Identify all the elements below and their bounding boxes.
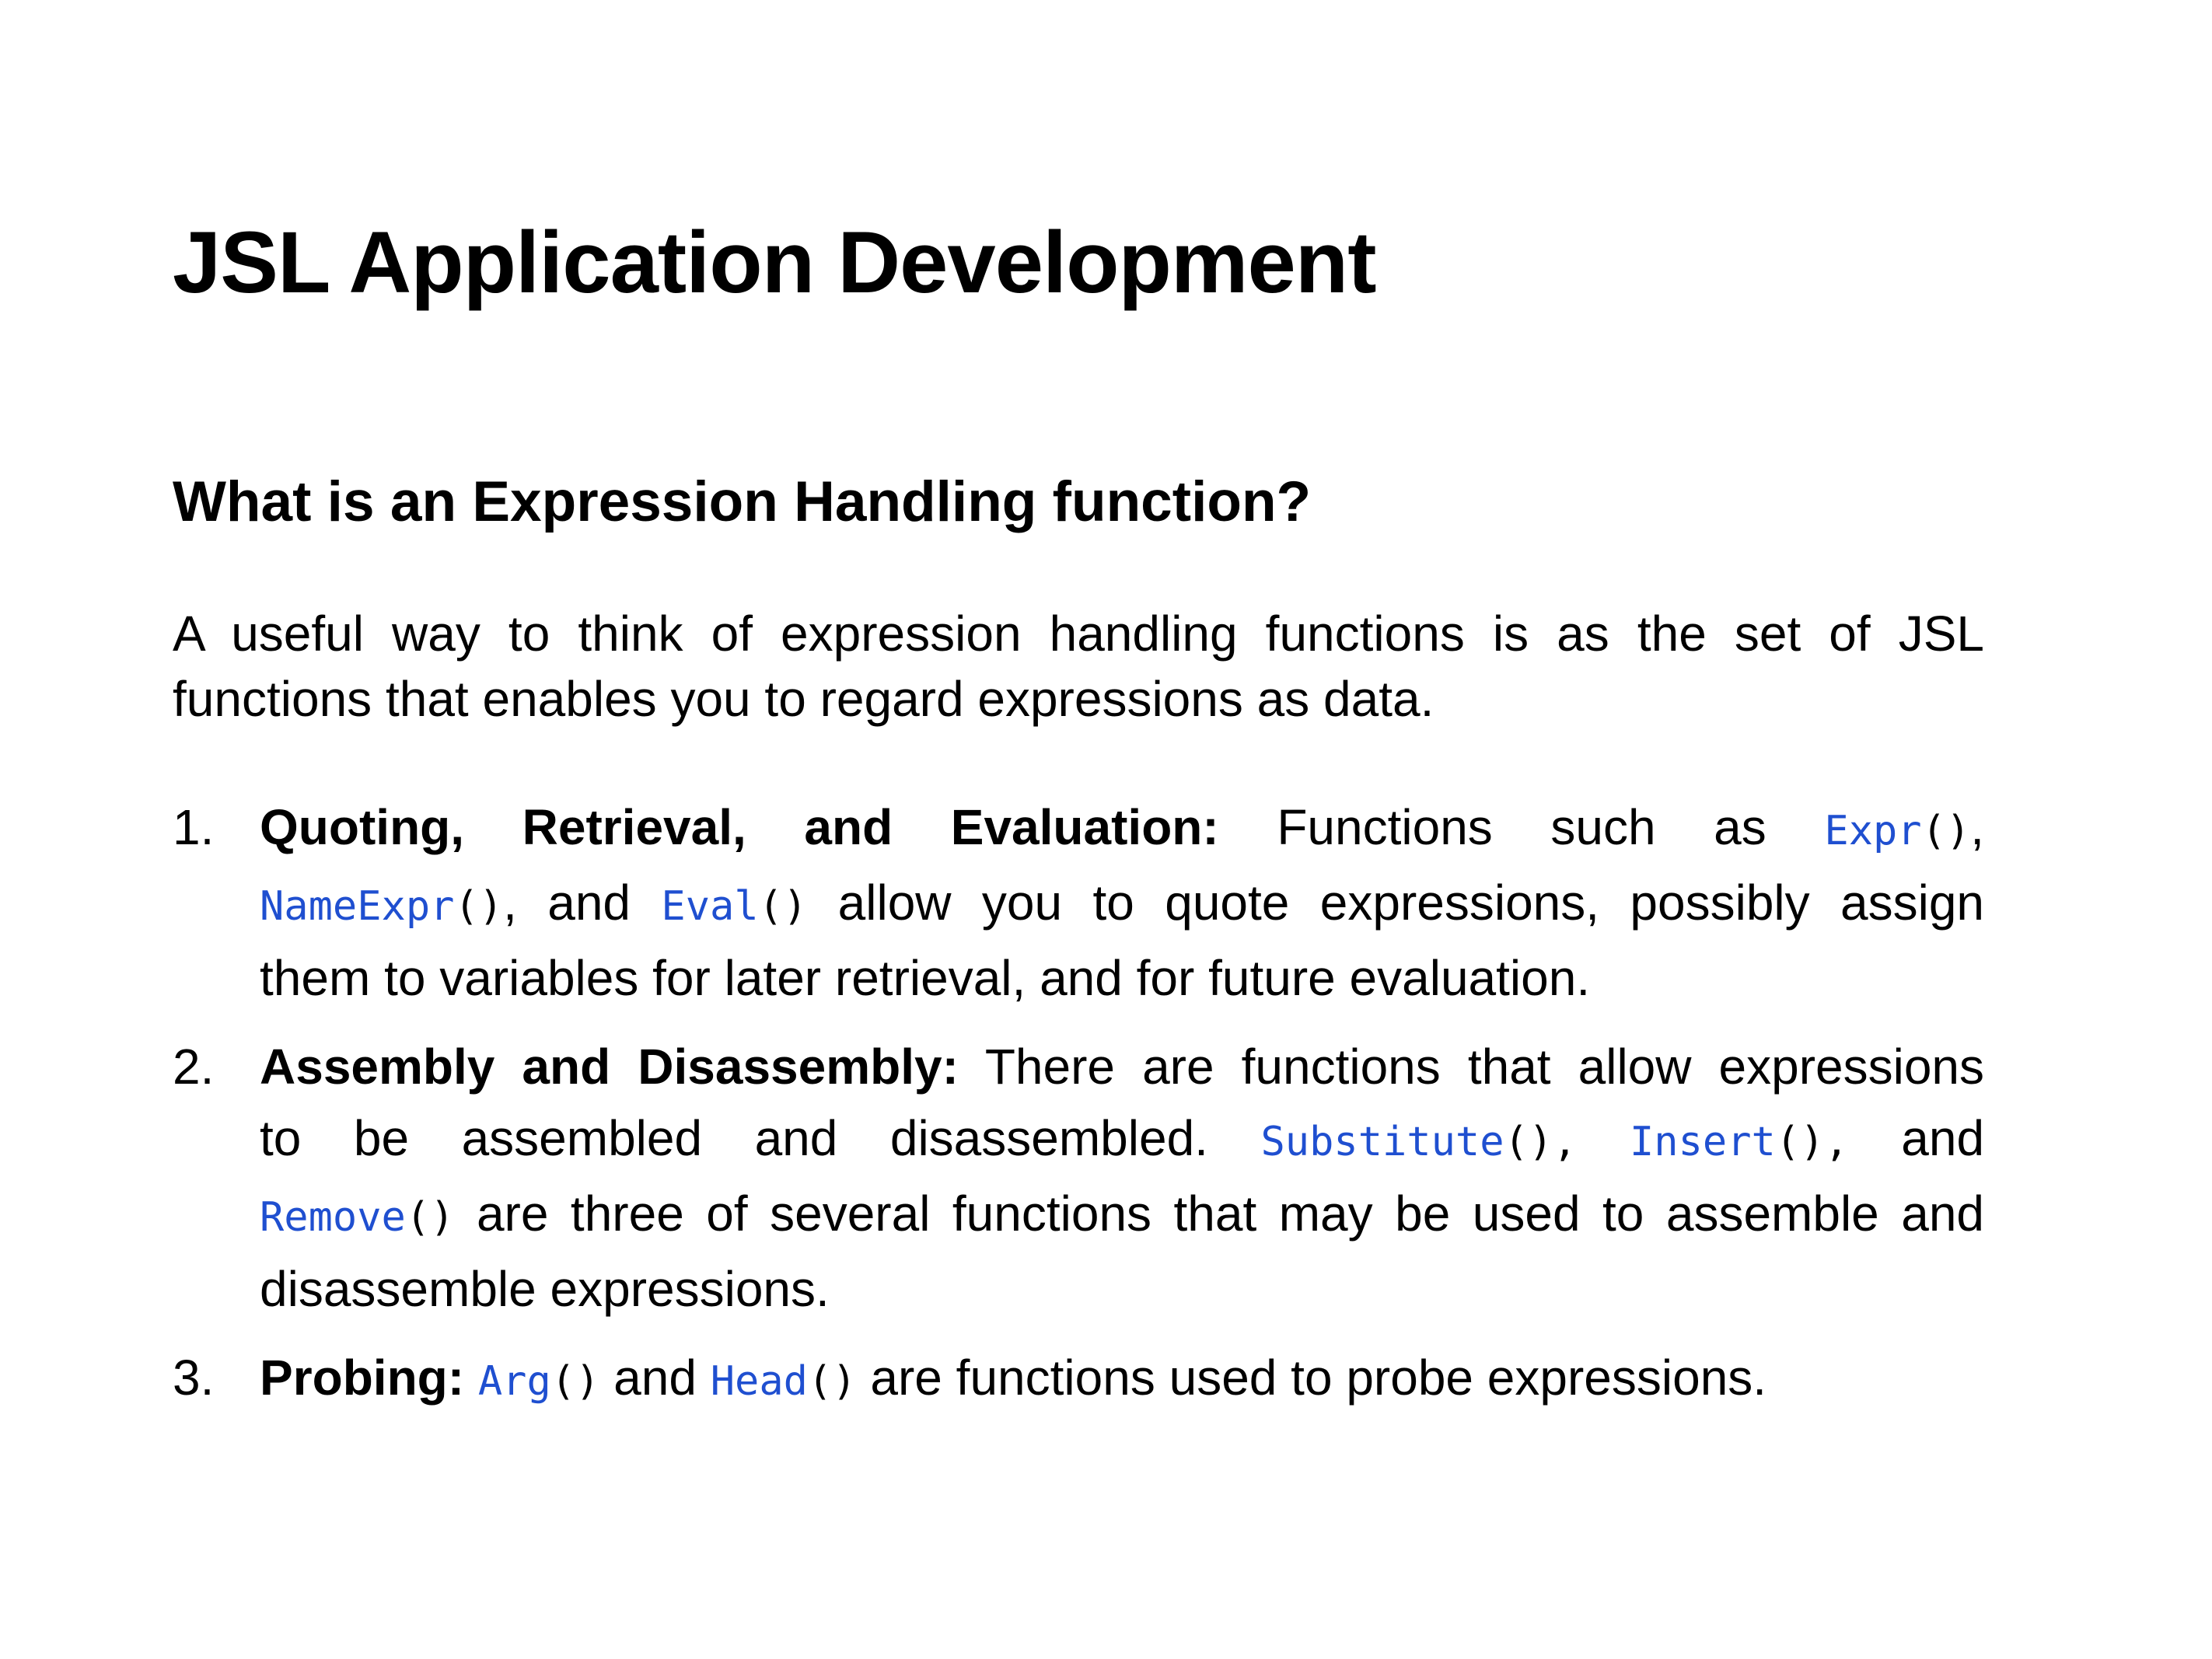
item-text: to be assembled and disassembled. <box>260 1110 1208 1166</box>
item-label: Probing: <box>260 1350 465 1406</box>
function-name-substitute: Substitute(), <box>1260 1119 1578 1165</box>
item-line: them to variables for later retrieval, and for future evaluation. <box>260 950 1591 1006</box>
list-item-assembly <box>173 1031 1984 1325</box>
function-list <box>173 791 1984 1417</box>
list-item-probing <box>173 1342 1984 1417</box>
function-name-arg: Arg() <box>477 1358 600 1405</box>
page-title: JSL Application Development <box>173 214 1376 311</box>
item-label: Quoting, Retrieval, and Evaluation: <box>260 799 1219 855</box>
item-line: disassemble expressions. <box>260 1261 830 1317</box>
item-line <box>260 1102 1984 1178</box>
item-line <box>260 1342 1984 1417</box>
list-number: 1. <box>173 799 215 855</box>
item-text: are three of several functions that may be used to assemble and <box>476 1186 1984 1242</box>
section-heading: What is an Expression Handling function? <box>173 470 1312 533</box>
item-text: and <box>613 1350 697 1406</box>
item-line <box>260 867 1984 942</box>
list-number: 3. <box>173 1350 215 1406</box>
intro-line-1: A useful way to think of expression handling functions is as the set of JSL <box>173 606 1984 662</box>
function-name-insert: Insert(), <box>1629 1119 1849 1165</box>
item-line <box>260 1178 1984 1253</box>
item-label: Assembly and Disassembly: <box>260 1039 959 1095</box>
item-line <box>260 1031 1984 1102</box>
function-name-remove: Remove() <box>260 1194 455 1241</box>
item-text: are functions used to probe expressions. <box>870 1350 1767 1406</box>
intro-paragraph <box>173 601 1984 732</box>
function-name-head: Head() <box>710 1358 857 1405</box>
function-name-nameexpr: NameExpr(), and <box>260 875 631 931</box>
item-text: and <box>1901 1110 1985 1166</box>
function-name-expr: Expr(), <box>1824 799 1985 855</box>
item-text: Functions such as <box>1277 799 1766 855</box>
function-name-eval: Eval() <box>661 883 808 930</box>
item-line <box>260 791 1984 867</box>
intro-line-2: functions that enables you to regard expressions as data. <box>173 671 1434 727</box>
list-number: 2. <box>173 1039 215 1095</box>
item-text: There are functions that allow expressions <box>984 1039 1985 1095</box>
list-item-quoting <box>173 791 1984 1014</box>
item-text: allow you to quote expressions, possibly assign <box>837 875 1985 931</box>
